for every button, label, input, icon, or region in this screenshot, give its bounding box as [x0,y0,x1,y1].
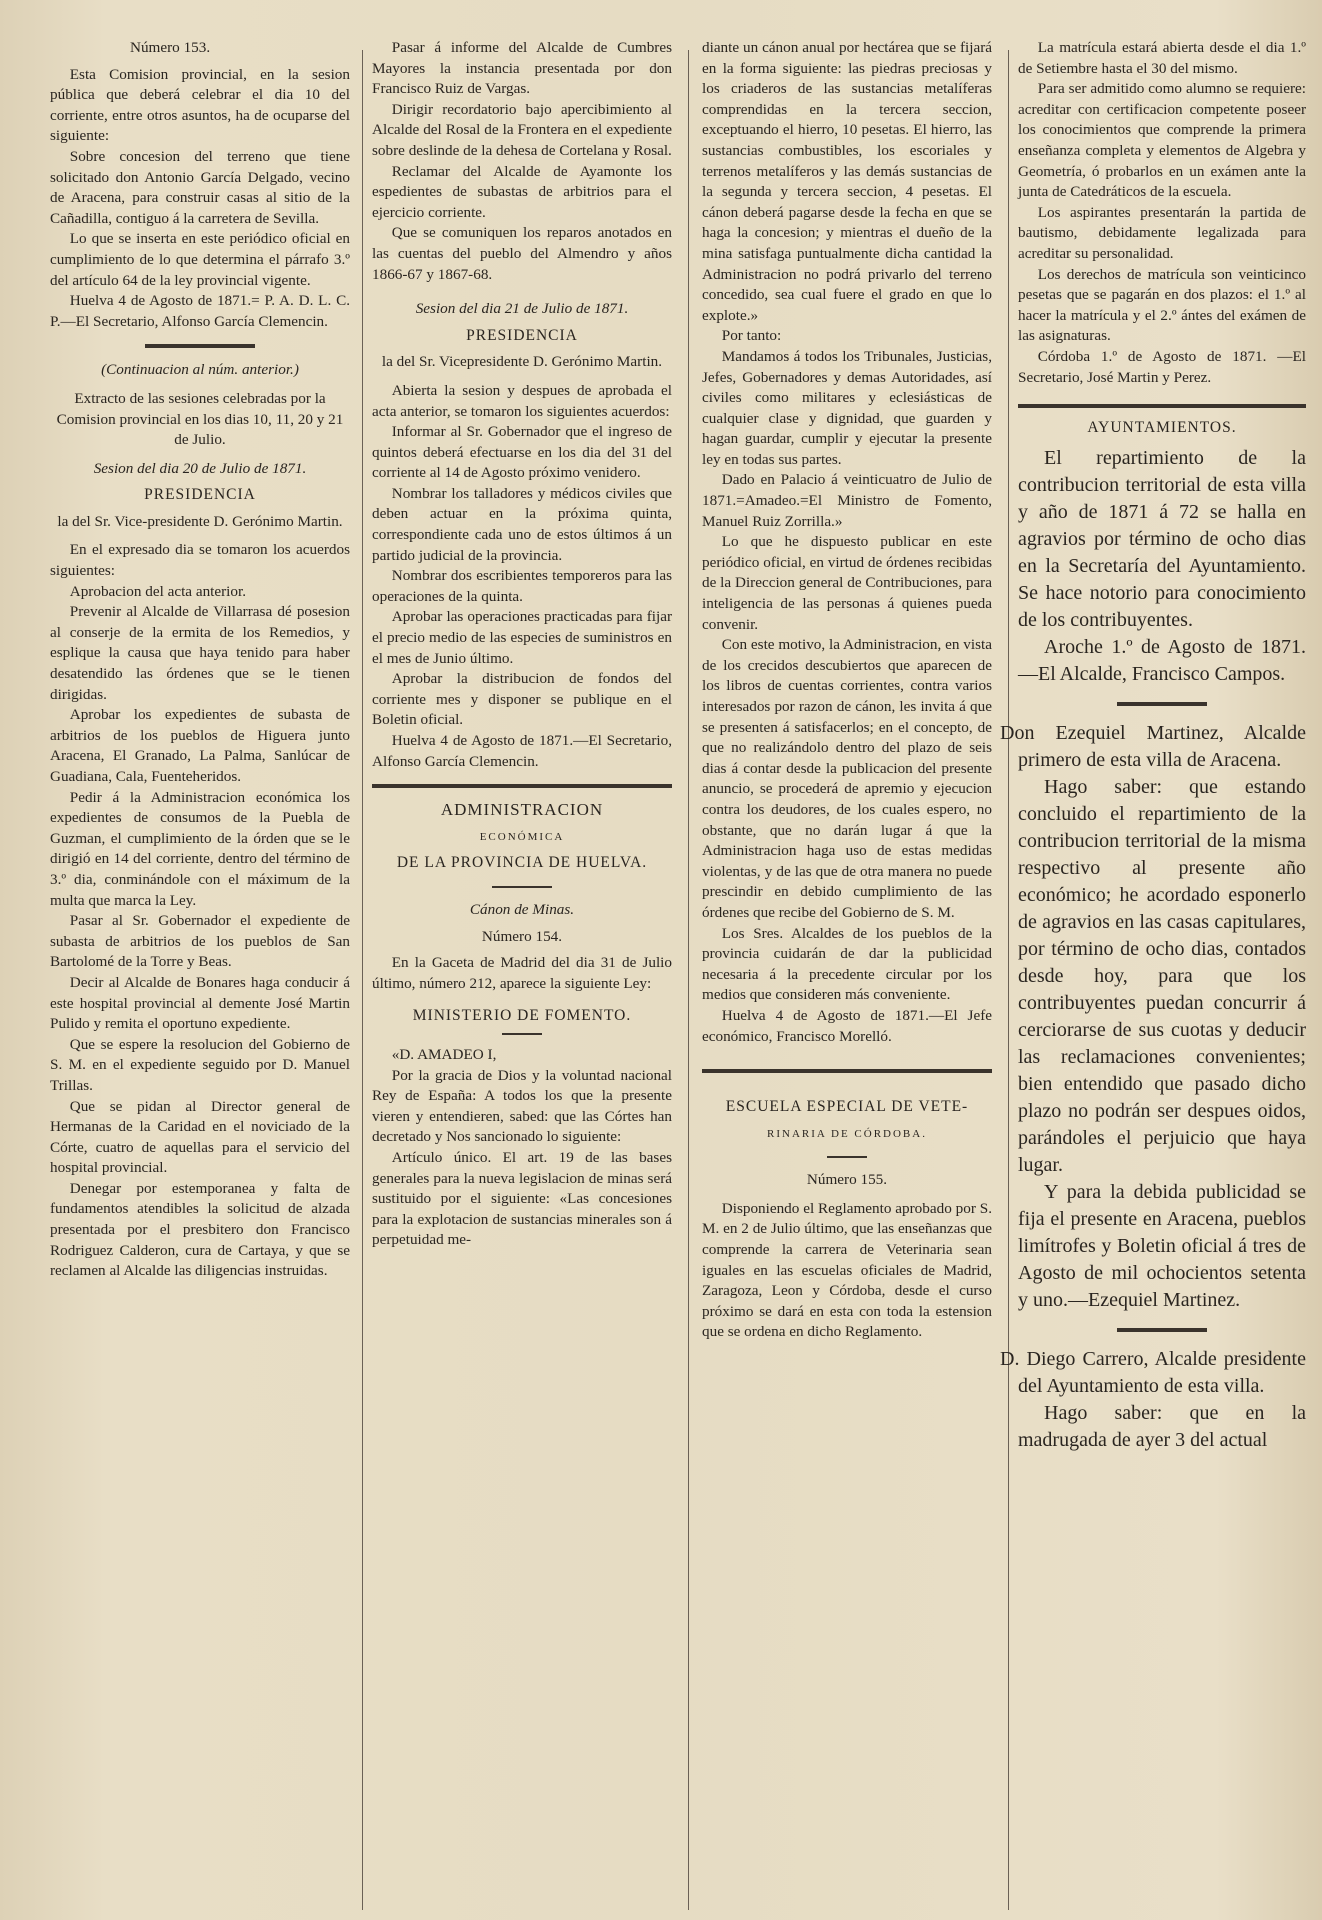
paragraph: Aprobar la distribucion de fondos del corriente mes y disponer se publique en el Boletin oficial. [372,670,672,729]
paragraph: Pedir á la Administracion económica los expedientes de consumos de la Puebla de Guzman, el cumplimiento de la órden que se le dirigió en 14 del corriente, dentro del término de 3.º dia, conminándole con el máximum de la multa que marca la Ley. [50,788,350,909]
paragraph: Dado en Palacio á veinticuatro de Julio de 1871.=Amadeo.=El Ministro de Fomento, Manuel Ruiz Zorrilla.» [702,471,992,530]
paragraph: Que se pidan al Director general de Hermanas de la Caridad en el noviciado de la Córte, cuatro de aquellas para el servicio del hospital provincial. [50,1097,350,1177]
column-divider [1008,50,1009,1910]
notice-aracena [1000,720,1306,1314]
paragraph: Abierta la sesion y despues de aprobada el acta anterior, se tomaron los siguientes acuerdos: [372,381,672,420]
paragraph: Dirigir recordatorio bajo apercibimiento al Alcalde del Rosal de la Frontera en el expediente sobre deslinde de la dehesa de Cortelana y Rosal. [372,100,672,159]
paragraph: Los derechos de matrícula son veinticinco pesetas que se pagarán en dos plazos: el 1.º al hacer la matrícula y el 2.º ántes del exámen de las asignaturas. [1018,265,1306,345]
paragraph: Aroche 1.º de Agosto de 1871.—El Alcalde, Francisco Campos. [1018,635,1306,685]
presidency-text: la del Sr. Vicepresidente D. Gerónimo Martin. [381,353,663,371]
school-subheading: RINARIA DE CÓRDOBA. [767,1127,927,1140]
ministry-heading: MINISTERIO DE FOMENTO. [412,1007,632,1025]
paragraph: Aprobar los expedientes de subasta de arbitrios de los pueblos de Higuera junto Aracena, El Granado, La Palma, Sanlúcar de Guadiana, Cala, Fuenteheridos. [50,706,350,785]
paragraph: Hago saber: que en la madrugada de ayer 3 del actual [1018,1401,1306,1451]
paragraph: Huelva 4 de Agosto de 1871.—El Secretario, Alfonso García Clemencin. [372,732,672,770]
paragraph: Esta Comision provincial, en la sesion pública que deberá celebrar el dia 10 del corriente, entre otros asuntos, ha de ocuparse del siguiente: [50,65,350,145]
admin-subheading: ECONÓMICA [479,830,565,843]
paragraph: Mandamos á todos los Tribunales, Justicias, Jefes, Gobernadores y demas Autoridades, así civiles como militares y eclesiásticas de cualquier clase y dignidad, que guarden y hagan guardar, cumplir y ejecutar la presente ley en todas sus partes. [702,347,992,468]
paragraph: Por tanto: [721,327,782,345]
paragraph: Nombrar dos escribientes temporeros para las operaciones de la quinta. [372,567,672,605]
notice-title: Don Ezequiel Martinez, Alcalde primero de esta villa de Aracena. [1000,721,1306,771]
presidency-heading: PRESIDENCIA [466,326,578,344]
paragraph: Nombrar los talladores y médicos civiles que deben actuar en la próxima quinta, correspondiente cada uno de estos últimos á un partido judicial de la provincia. [372,484,672,564]
paragraph: Reclamar del Alcalde de Ayamonte los espedientes de subastas de arbitrios para el ejercicio corriente. [372,162,672,221]
paragraph: Lo que se inserta en este periódico oficial en cumplimiento de lo que determina el párrafo 3.º del artículo 64 de la ley provincial vigente. [50,230,350,289]
session-title: Sesion del dia 21 de Julio de 1871. [415,300,629,318]
extract-title: Extracto de las sesiones celebradas por la Comision provincial en los dias 10, 11, 20 y 21 de Julio. [56,389,344,449]
continuation-note: (Continuacion al núm. anterior.) [101,361,299,379]
admin-province: DE LA PROVINCIA DE HUELVA. [396,854,648,872]
paragraph: Aprobar las operaciones practicadas para fijar el precio medio de las especies de suministros en el mes de Junio último. [372,608,672,667]
paragraph: Córdoba 1.º de Agosto de 1871. —El Secretario, José Martin y Perez. [1018,347,1306,386]
separator [372,784,672,788]
separator [145,344,255,348]
separator [1018,404,1306,408]
separator [1117,1328,1207,1332]
paragraph: Por la gracia de Dios y la voluntad nacional Rey de España: A todos los que la presente vieren y entendieren, sabed: que las Córtes han decretado y Nos sancionado lo siguiente: [372,1066,672,1146]
column-4 [1000,38,1306,1910]
presidency-heading: PRESIDENCIA [144,486,256,504]
paragraph: Con este motivo, la Administracion, en vista de los crecidos descubiertos que aparecen de los libros de cuentas corrientes, contra varios interesados por razon de cánon, les invita á que se presenten á satisfacerlos; en el concepto, de que no realizándolo dentro del plazo de seis dias á contar desde la publicacion del presente anuncio, se procederá de apremio y ejecucion contra los deudores, de los cuales espero, no obstante, que no darán lugar á que la Administracion haga uso de estas medidas violentas, y de las que de otra manera no puede prescindir en debido cumplimiento de las órdenes que recibe del Gobierno de S. M. [702,636,992,921]
notice-carrero [1000,1346,1306,1454]
paragraph: Huelva 4 de Agosto de 1871.—El Jefe económico, Francisco Morelló. [702,1006,992,1045]
paragraph: Pasar al Sr. Gobernador el expediente de subasta de arbitrios de los pueblos de San Bartolomé de la Torre y Beas. [50,912,350,971]
paragraph: Para ser admitido como alumno se requiere: acreditar con certificacion competente poseer los conocimientos que comprende la primera enseñanza completa y elementos de Algebra y Geometría, ó probarlos en un exámen ante la junta de Catedráticos de la escuela. [1018,80,1306,201]
column-divider [688,50,689,1910]
admin-heading: ADMINISTRACION [440,800,604,820]
number-heading: Número 155. [806,1171,888,1189]
paragraph: Que se comuniquen los reparos anotados en las cuentas del pueblo del Almendro y años 1866-67 y 1867-68. [372,224,672,283]
paragraph: Los Sres. Alcaldes de los pueblos de la provincia cuidarán de dar la publicidad necesaria á la precedente circular por los medios que consideren más conveniente. [702,924,992,1004]
paragraph: Disponiendo el Reglamento aprobado por S. M. en 2 de Julio último, que las enseñanzas que comprende la carrera de Veterinaria sean iguales en las escuelas oficiales de Madrid, Zaragoza, Leon y Córdoba, desde el curso próximo se dará en esta con toda la estension que se ordena en dicho Reglamento. [702,1199,992,1341]
presidency-text: la del Sr. Vice-presidente D. Gerónimo Martin. [57,512,343,530]
ayuntamientos-heading: AYUNTAMIENTOS. [1087,419,1237,437]
paragraph: Huelva 4 de Agosto de 1871.= P. A. D. L. C. P.—El Secretario, Alfonso García Clemencin. [50,292,350,330]
paragraph: Y para la debida publicidad se fija el presente en Aracena, pueblos limítrofes y Boletin oficial á tres de Agosto de mil ochocientos setenta y uno.—Ezequiel Martinez. [1018,1180,1306,1311]
notice-title: D. Diego Carrero, Alcalde presidente del Ayuntamiento de esta villa. [1000,1347,1306,1397]
number-heading: Número 154. [481,927,563,945]
paragraph: Informar al Sr. Gobernador que el ingreso de quintos deberá efectuarse en los dia del 31 del corriente al 14 de Agosto próximo venidero. [372,423,672,482]
column-2 [372,38,672,1910]
paragraph: Los aspirantes presentarán la partida de bautismo, debidamente legalizada para acreditar su personalidad. [1018,203,1306,262]
paragraph: Prevenir al Alcalde de Villarrasa dé posesion al conserje de la ermita de los Remedios, y esplique la causa que haya tenido para haber desatendido las órdenes que se le tienen dirigidas. [50,603,350,703]
paragraph: diante un cánon anual por hectárea que se fijará en la forma siguiente: las piedras preciosas y los criaderos de las sustancias metalíferas comprendidas en la tercera seccion, exceptuando el hierro, 10 pesetas. El hierro, las sustancias combustibles, los escoriales y terrenos metalíferos y las demás sustancias de la segunda y tercera seccion, 4 pesetas. El cánon deberá pagarse desde la fecha en que se haga la concesion; y mientras el dueño de la mina satisfaga puntualmente dicha cantidad la Administracion no podrá privarlo del terreno concedido, sea cual fuere el grado en que lo explote.» [702,39,992,324]
separator [827,1156,867,1158]
paragraph: Hago saber: que estando concluido el repartimiento de la contribucion territorial de la misma respectivo al presente año económico; he acordado esponerlo de agravios en las casas capitulares, por término de ocho dias, contados desde hoy, para que los contribuyentes puedan concurrir á cerciorarse de sus cuotas y deducir las reclamaciones convenientes; bien entendido que pasado dicho plazo no podrán ser despues oidos, parándoles el perjuicio que haya lugar. [1018,775,1306,1176]
separator [1117,702,1207,706]
paragraph: Aprobacion del acta anterior. [69,582,247,600]
canon-title: Cánon de Minas. [469,900,575,918]
column-3 [702,38,992,1910]
number-heading: Número 153. [130,39,211,56]
separator [702,1069,992,1073]
paragraph: Denegar por estemporanea y falta de fundamentos atendibles la solicitud de alzada presentada por el presbitero don Francisco Rodriguez Calderon, cura de Cartaya, y que se reclamen al Alcalde las diligencias instruidas. [50,1179,350,1280]
paragraph: En la Gaceta de Madrid del dia 31 de Julio último, número 212, aparece la siguiente Ley: [372,954,672,992]
paragraph: La matrícula estará abierta desde el dia 1.º de Setiembre hasta el 30 del mismo. [1018,39,1306,77]
paragraph: Decir al Alcalde de Bonares haga conducir á este hospital provincial al demente José Martin Pulido y remita el oportuno expediente. [50,973,350,1033]
paragraph: El repartimiento de la contribucion territorial de esta villa y año de 1871 á 72 se halla en agravios por término de ocho dias en la Secretaría del Ayuntamiento. Se hace notorio para conocimiento de los contribuyentes. [1018,446,1306,631]
notice-aroche [1018,445,1306,688]
separator [492,886,552,888]
paragraph: Sobre concesion del terreno que tiene solicitado don Antonio García Delgado, vecino de Aracena, para construir casas al sitio de la Cañadilla, contiguo á la carretera de Sevilla. [50,147,350,227]
column-divider [362,50,363,1910]
paragraph: Artículo único. El art. 19 de las bases generales para la nueva legislacion de minas será sustituido por el siguiente: «Las concesiones para la explotacion de sustancias minerales son á perpetuidad me- [372,1148,672,1249]
paragraph: Lo que he dispuesto publicar en este periódico oficial, en virtud de órdenes recibidas de la Direccion general de Contribuciones, para inteligencia de las personas á quienes pueda convenir. [702,533,992,633]
paragraph: Pasar á informe del Alcalde de Cumbres Mayores la instancia presentada por don Francisco Ruiz de Vargas. [372,39,672,98]
paragraph: Que se espere la resolucion del Gobierno de S. M. en el expediente seguido por D. Manuel Trillas. [50,1035,350,1094]
session-title: Sesion del dia 20 de Julio de 1871. [93,459,307,477]
paragraph: En el expresado dia se tomaron los acuerdos siguientes: [50,541,350,580]
column-1 [50,38,350,1910]
school-heading: ESCUELA ESPECIAL DE VETE- [725,1098,969,1116]
king-line: «D. AMADEO I, [391,1045,497,1063]
separator [502,1033,542,1035]
